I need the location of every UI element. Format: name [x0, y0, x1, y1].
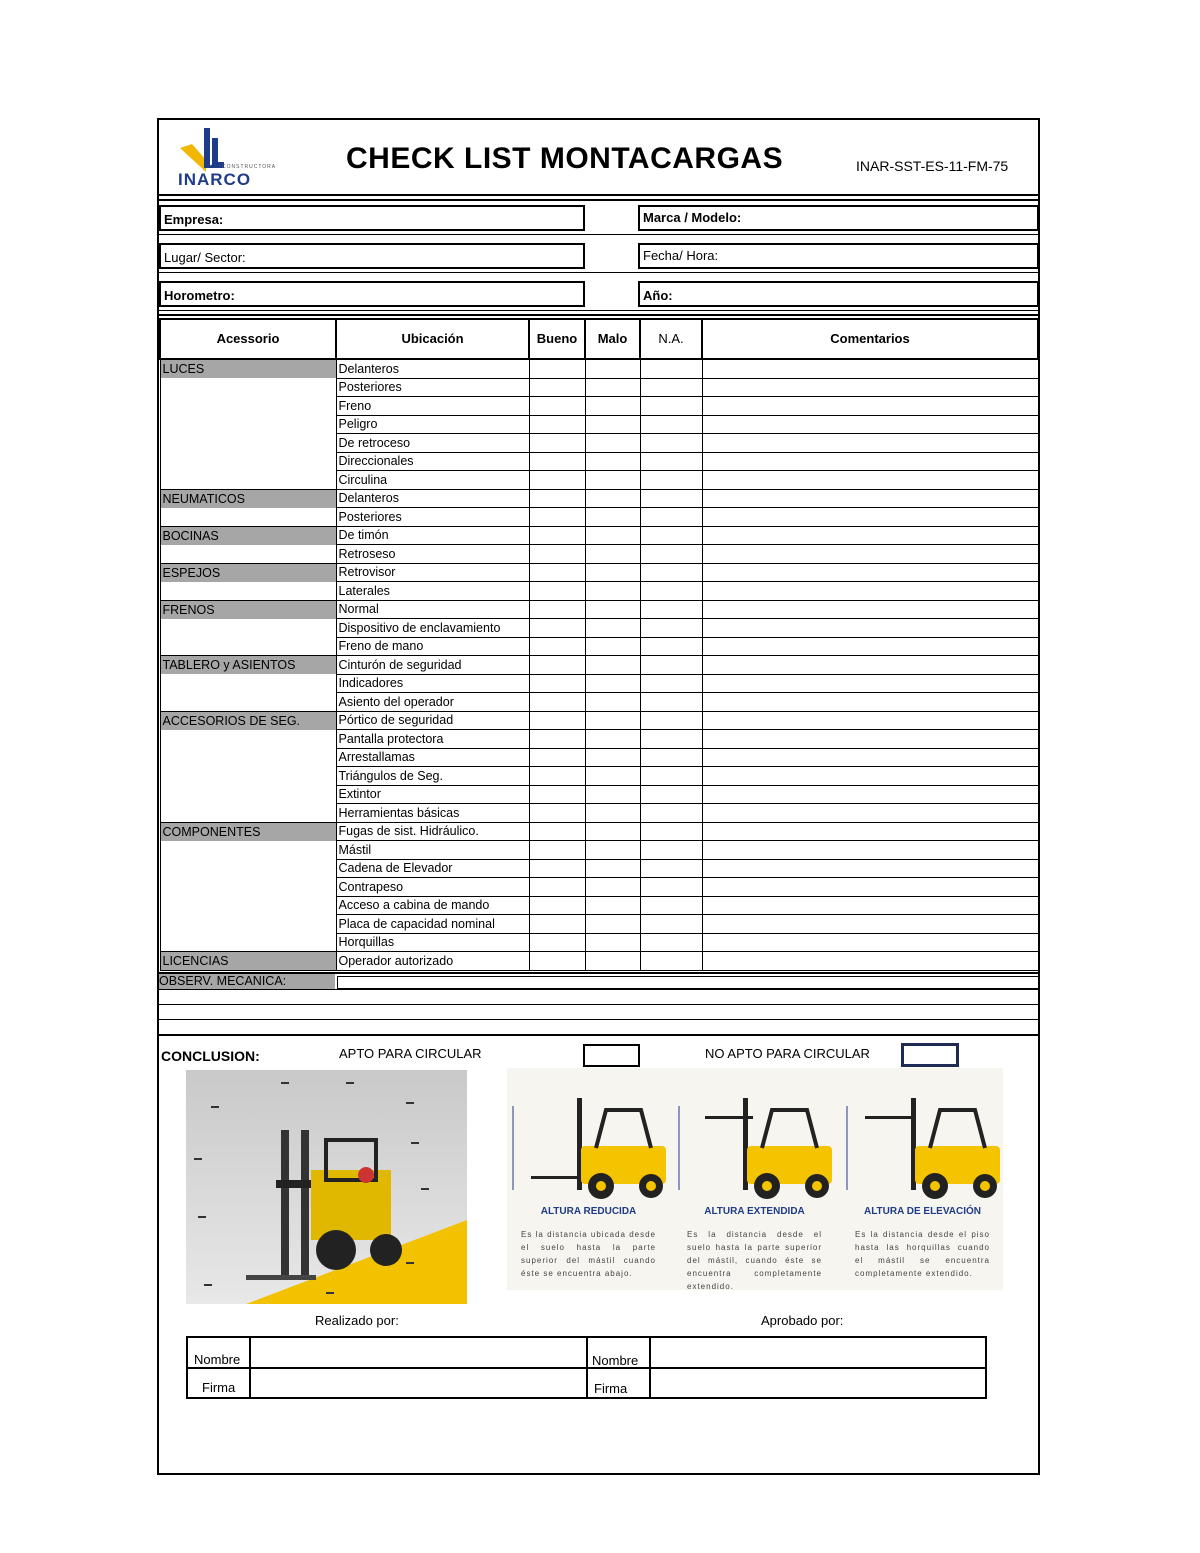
comentarios-input[interactable]	[702, 359, 1038, 378]
forklift-photo-icon	[186, 1070, 467, 1304]
bueno-check[interactable]	[529, 397, 585, 416]
malo-check[interactable]	[585, 915, 640, 934]
table-row	[160, 378, 1038, 397]
bueno-check[interactable]	[529, 785, 585, 804]
firma-label-right: Firma	[594, 1381, 628, 1396]
comentarios-input[interactable]	[702, 952, 1038, 971]
malo-check[interactable]	[585, 619, 640, 638]
category-label: ACCESORIOS DE SEG.	[160, 711, 336, 730]
header-comentarios: Comentarios	[702, 319, 1038, 359]
category-cell	[160, 619, 336, 638]
anio-label: Año:	[643, 288, 673, 303]
table-row	[160, 952, 1038, 971]
category-label: NEUMATICOS	[160, 489, 336, 508]
comentarios-input[interactable]	[702, 693, 1038, 712]
table-row	[160, 859, 1038, 878]
na-check[interactable]	[640, 656, 702, 675]
comentarios-input[interactable]	[702, 656, 1038, 675]
ubicacion-cell: Contrapeso	[336, 878, 529, 897]
forklift-icon	[845, 1078, 1000, 1203]
forklift-icon	[677, 1078, 832, 1203]
ubicacion-cell: Delanteros	[336, 489, 529, 508]
comentarios-input[interactable]	[702, 841, 1038, 860]
ubicacion-cell: Peligro	[336, 415, 529, 434]
comentarios-input[interactable]	[702, 600, 1038, 619]
table-row	[160, 600, 1038, 619]
ubicacion-cell: Horquillas	[336, 933, 529, 952]
ubicacion-cell: De timón	[336, 526, 529, 545]
malo-check[interactable]	[585, 859, 640, 878]
na-check[interactable]	[640, 452, 702, 471]
no-apto-checkbox[interactable]	[901, 1043, 959, 1067]
table-row	[160, 896, 1038, 915]
comentarios-input[interactable]	[702, 767, 1038, 786]
comentarios-input[interactable]	[702, 397, 1038, 416]
apto-checkbox[interactable]	[583, 1044, 640, 1067]
malo-check[interactable]	[585, 748, 640, 767]
height-description: Es la distancia ubicada desde el suelo hasta la parte superior del mástil cuando éste se encuentra abajo.	[521, 1230, 656, 1278]
bueno-check[interactable]	[529, 841, 585, 860]
ubicacion-cell: De retroceso	[336, 434, 529, 453]
ubicacion-cell: Retroseso	[336, 545, 529, 564]
table-row	[160, 471, 1038, 490]
aprobado-label: Aprobado por:	[761, 1313, 844, 1328]
page-title: CHECK LIST MONTACARGAS	[346, 142, 784, 175]
empresa-field[interactable]	[159, 205, 585, 231]
realizado-label: Realizado por:	[315, 1313, 399, 1328]
table-row	[160, 711, 1038, 730]
table-row	[160, 933, 1038, 952]
fecha-label: Fecha/ Hora:	[643, 248, 719, 263]
table-row	[160, 545, 1038, 564]
comentarios-input[interactable]	[702, 415, 1038, 434]
height-title: ALTURA REDUCIDA	[540, 1206, 637, 1217]
malo-check[interactable]	[585, 730, 640, 749]
table-row	[160, 359, 1038, 378]
category-cell	[160, 508, 336, 527]
category-label: BOCINAS	[160, 526, 336, 545]
table-row	[160, 582, 1038, 601]
checklist-table	[159, 318, 1039, 971]
comentarios-input[interactable]	[702, 711, 1038, 730]
malo-check[interactable]	[585, 952, 640, 971]
heights-infographic	[507, 1068, 1003, 1290]
nombre-label-right: Nombre	[592, 1353, 639, 1368]
bueno-check[interactable]	[529, 600, 585, 619]
malo-check[interactable]	[585, 841, 640, 860]
ubicacion-cell: Herramientas básicas	[336, 804, 529, 823]
malo-check[interactable]	[585, 600, 640, 619]
comentarios-input[interactable]	[702, 915, 1038, 934]
na-check[interactable]	[640, 859, 702, 878]
ubicacion-cell: Triángulos de Seg.	[336, 767, 529, 786]
malo-check[interactable]	[585, 415, 640, 434]
empresa-label: Empresa:	[164, 212, 224, 227]
ubicacion-cell: Mástil	[336, 841, 529, 860]
aprobado-nombre-input[interactable]	[652, 1338, 985, 1366]
table-row	[160, 619, 1038, 638]
comentarios-input[interactable]	[702, 471, 1038, 490]
ubicacion-cell: Circulina	[336, 471, 529, 490]
header-na: N.A.	[640, 319, 702, 359]
table-row	[160, 452, 1038, 471]
category-cell	[160, 415, 336, 434]
ubicacion-cell: Dispositivo de enclavamiento	[336, 619, 529, 638]
na-check[interactable]	[640, 489, 702, 508]
bueno-check[interactable]	[529, 378, 585, 397]
category-cell	[160, 859, 336, 878]
malo-check[interactable]	[585, 471, 640, 490]
malo-check[interactable]	[585, 582, 640, 601]
forklift-icon	[511, 1078, 666, 1203]
observ-section	[159, 972, 1039, 1036]
bueno-check[interactable]	[529, 822, 585, 841]
comentarios-input[interactable]	[702, 434, 1038, 453]
bueno-check[interactable]	[529, 545, 585, 564]
malo-check[interactable]	[585, 452, 640, 471]
category-cell	[160, 915, 336, 934]
malo-check[interactable]	[585, 434, 640, 453]
ubicacion-cell: Operador autorizado	[336, 952, 529, 971]
comentarios-input[interactable]	[702, 878, 1038, 897]
malo-check[interactable]	[585, 674, 640, 693]
ubicacion-cell: Delanteros	[336, 359, 529, 378]
bueno-check[interactable]	[529, 582, 585, 601]
realizado-firma-input[interactable]	[252, 1370, 585, 1398]
malo-check[interactable]	[585, 767, 640, 786]
bueno-check[interactable]	[529, 674, 585, 693]
comentarios-input[interactable]	[702, 748, 1038, 767]
forklift-parts-diagram	[186, 1070, 467, 1304]
na-check[interactable]	[640, 804, 702, 823]
header-bueno: Bueno	[529, 319, 585, 359]
malo-check[interactable]	[585, 656, 640, 675]
malo-check[interactable]	[585, 822, 640, 841]
table-row	[160, 693, 1038, 712]
bueno-check[interactable]	[529, 859, 585, 878]
na-check[interactable]	[640, 878, 702, 897]
bueno-check[interactable]	[529, 693, 585, 712]
category-cell	[160, 674, 336, 693]
na-check[interactable]	[640, 915, 702, 934]
category-cell	[160, 582, 336, 601]
height-description: Es la distancia desde el suelo hasta la parte superior del mástil, cuando éste se encuentra completamente extendido.	[687, 1230, 822, 1291]
bueno-check[interactable]	[529, 748, 585, 767]
table-row	[160, 822, 1038, 841]
horometro-field[interactable]	[159, 281, 585, 307]
comentarios-input[interactable]	[702, 619, 1038, 638]
comentarios-input[interactable]	[702, 896, 1038, 915]
category-cell	[160, 841, 336, 860]
height-panel	[845, 1078, 1000, 1288]
table-row	[160, 397, 1038, 416]
table-header-row	[160, 319, 1038, 359]
malo-check[interactable]	[585, 489, 640, 508]
bueno-check[interactable]	[529, 915, 585, 934]
comentarios-input[interactable]	[702, 452, 1038, 471]
comentarios-input[interactable]	[702, 508, 1038, 527]
fecha-field[interactable]	[638, 243, 1039, 269]
malo-check[interactable]	[585, 896, 640, 915]
apto-label: APTO PARA CIRCULAR	[339, 1046, 482, 1061]
na-check[interactable]	[640, 563, 702, 582]
table-row	[160, 526, 1038, 545]
malo-check[interactable]	[585, 563, 640, 582]
comentarios-input[interactable]	[702, 378, 1038, 397]
bueno-check[interactable]	[529, 767, 585, 786]
na-check[interactable]	[640, 711, 702, 730]
malo-check[interactable]	[585, 526, 640, 545]
table-row	[160, 656, 1038, 675]
bueno-check[interactable]	[529, 452, 585, 471]
na-check[interactable]	[640, 378, 702, 397]
comentarios-input[interactable]	[702, 804, 1038, 823]
category-label: TABLERO y ASIENTOS	[160, 656, 336, 675]
ubicacion-cell: Indicadores	[336, 674, 529, 693]
comentarios-input[interactable]	[702, 582, 1038, 601]
na-check[interactable]	[640, 619, 702, 638]
category-cell	[160, 785, 336, 804]
category-cell	[160, 637, 336, 656]
na-check[interactable]	[640, 767, 702, 786]
malo-check[interactable]	[585, 693, 640, 712]
bueno-check[interactable]	[529, 656, 585, 675]
ubicacion-cell: Posteriores	[336, 508, 529, 527]
category-cell	[160, 378, 336, 397]
height-panel	[511, 1078, 666, 1288]
ubicacion-cell: Pantalla protectora	[336, 730, 529, 749]
no-apto-label: NO APTO PARA CIRCULAR	[705, 1046, 870, 1061]
header-malo: Malo	[585, 319, 640, 359]
bueno-check[interactable]	[529, 415, 585, 434]
table-row	[160, 841, 1038, 860]
table-row	[160, 767, 1038, 786]
malo-check[interactable]	[585, 397, 640, 416]
comentarios-input[interactable]	[702, 674, 1038, 693]
na-check[interactable]	[640, 526, 702, 545]
na-check[interactable]	[640, 434, 702, 453]
lugar-field[interactable]	[159, 243, 585, 269]
category-cell	[160, 545, 336, 564]
inarco-logo	[172, 124, 284, 188]
bueno-check[interactable]	[529, 952, 585, 971]
category-cell	[160, 804, 336, 823]
table-row	[160, 434, 1038, 453]
bueno-check[interactable]	[529, 896, 585, 915]
nombre-label-left: Nombre	[194, 1352, 241, 1367]
na-check[interactable]	[640, 545, 702, 564]
category-label: LICENCIAS	[160, 952, 336, 971]
bueno-check[interactable]	[529, 471, 585, 490]
bueno-check[interactable]	[529, 878, 585, 897]
table-row	[160, 804, 1038, 823]
comentarios-input[interactable]	[702, 822, 1038, 841]
table-row	[160, 748, 1038, 767]
table-row	[160, 563, 1038, 582]
ubicacion-cell: Asiento del operador	[336, 693, 529, 712]
ubicacion-cell: Cadena de Elevador	[336, 859, 529, 878]
header-accesorio: Acessorio	[160, 319, 336, 359]
na-check[interactable]	[640, 637, 702, 656]
comentarios-input[interactable]	[702, 785, 1038, 804]
height-panel	[677, 1078, 832, 1291]
bueno-check[interactable]	[529, 804, 585, 823]
header-ubicacion: Ubicación	[336, 319, 529, 359]
na-check[interactable]	[640, 785, 702, 804]
ubicacion-cell: Normal	[336, 600, 529, 619]
table-row	[160, 415, 1038, 434]
table-row	[160, 730, 1038, 749]
na-check[interactable]	[640, 600, 702, 619]
na-check[interactable]	[640, 359, 702, 378]
malo-check[interactable]	[585, 359, 640, 378]
category-cell	[160, 878, 336, 897]
comentarios-input[interactable]	[702, 545, 1038, 564]
category-label: ESPEJOS	[160, 563, 336, 582]
logo-subtitle: CONSTRUCTORA	[222, 164, 277, 170]
realizado-nombre-input[interactable]	[252, 1338, 585, 1366]
na-check[interactable]	[640, 841, 702, 860]
bueno-check[interactable]	[529, 526, 585, 545]
bueno-check[interactable]	[529, 434, 585, 453]
bueno-check[interactable]	[529, 489, 585, 508]
ubicacion-cell: Laterales	[336, 582, 529, 601]
malo-check[interactable]	[585, 878, 640, 897]
na-check[interactable]	[640, 508, 702, 527]
bueno-check[interactable]	[529, 730, 585, 749]
anio-field[interactable]	[638, 281, 1039, 307]
table-row	[160, 508, 1038, 527]
category-label: FRENOS	[160, 600, 336, 619]
category-cell	[160, 730, 336, 749]
category-cell	[160, 397, 336, 416]
ubicacion-cell: Posteriores	[336, 378, 529, 397]
ubicacion-cell: Acceso a cabina de mando	[336, 896, 529, 915]
category-label: LUCES	[160, 359, 336, 378]
na-check[interactable]	[640, 748, 702, 767]
horometro-label: Horometro:	[164, 288, 235, 303]
category-label: COMPONENTES	[160, 822, 336, 841]
na-check[interactable]	[640, 952, 702, 971]
category-cell	[160, 693, 336, 712]
aprobado-firma-input[interactable]	[652, 1370, 985, 1398]
comentarios-input[interactable]	[702, 563, 1038, 582]
comentarios-input[interactable]	[702, 859, 1038, 878]
bueno-check[interactable]	[529, 508, 585, 527]
height-description: Es la distancia desde el piso hasta las horquillas cuando el mástil se encuentra completamente extendido.	[855, 1230, 990, 1278]
malo-check[interactable]	[585, 508, 640, 527]
lugar-label: Lugar/ Sector:	[164, 250, 246, 265]
ubicacion-cell: Freno	[336, 397, 529, 416]
na-check[interactable]	[640, 933, 702, 952]
firma-label-left: Firma	[202, 1380, 236, 1395]
height-title: ALTURA DE ELEVACIÓN	[863, 1206, 982, 1217]
malo-check[interactable]	[585, 711, 640, 730]
na-check[interactable]	[640, 471, 702, 490]
ubicacion-cell: Direccionales	[336, 452, 529, 471]
category-cell	[160, 452, 336, 471]
na-check[interactable]	[640, 397, 702, 416]
malo-check[interactable]	[585, 637, 640, 656]
comentarios-input[interactable]	[702, 637, 1038, 656]
bueno-check[interactable]	[529, 563, 585, 582]
na-check[interactable]	[640, 415, 702, 434]
na-check[interactable]	[640, 822, 702, 841]
ubicacion-cell: Pórtico de seguridad	[336, 711, 529, 730]
conclusion-label: CONCLUSION:	[161, 1048, 260, 1064]
na-check[interactable]	[640, 896, 702, 915]
observ-input[interactable]	[337, 976, 1039, 989]
height-title: ALTURA EXTENDIDA	[704, 1206, 805, 1217]
category-cell	[160, 748, 336, 767]
category-cell	[160, 933, 336, 952]
table-row	[160, 878, 1038, 897]
logo-brand: INARCO	[178, 170, 252, 189]
bueno-check[interactable]	[529, 711, 585, 730]
table-row	[160, 785, 1038, 804]
marca-field[interactable]	[638, 205, 1039, 231]
na-check[interactable]	[640, 674, 702, 693]
table-row	[160, 637, 1038, 656]
ubicacion-cell: Cinturón de seguridad	[336, 656, 529, 675]
document-code: INAR-SST-ES-11-FM-75	[856, 158, 1009, 174]
malo-check[interactable]	[585, 933, 640, 952]
malo-check[interactable]	[585, 378, 640, 397]
table-row	[160, 489, 1038, 508]
category-cell	[160, 767, 336, 786]
bueno-check[interactable]	[529, 933, 585, 952]
malo-check[interactable]	[585, 785, 640, 804]
comentarios-input[interactable]	[702, 730, 1038, 749]
ubicacion-cell: Retrovisor	[336, 563, 529, 582]
table-row	[160, 674, 1038, 693]
ubicacion-cell: Arrestallamas	[336, 748, 529, 767]
bueno-check[interactable]	[529, 359, 585, 378]
ubicacion-cell: Extintor	[336, 785, 529, 804]
category-cell	[160, 471, 336, 490]
comentarios-input[interactable]	[702, 489, 1038, 508]
marca-label: Marca / Modelo:	[643, 210, 742, 225]
bueno-check[interactable]	[529, 637, 585, 656]
malo-check[interactable]	[585, 804, 640, 823]
ubicacion-cell: Fugas de sist. Hidráulico.	[336, 822, 529, 841]
na-check[interactable]	[640, 730, 702, 749]
observ-label: OBSERV. MECANICA:	[159, 974, 335, 989]
table-row	[160, 915, 1038, 934]
ubicacion-cell: Placa de capacidad nominal	[336, 915, 529, 934]
na-check[interactable]	[640, 582, 702, 601]
category-cell	[160, 434, 336, 453]
bueno-check[interactable]	[529, 619, 585, 638]
comentarios-input[interactable]	[702, 933, 1038, 952]
comentarios-input[interactable]	[702, 526, 1038, 545]
malo-check[interactable]	[585, 545, 640, 564]
category-cell	[160, 896, 336, 915]
ubicacion-cell: Freno de mano	[336, 637, 529, 656]
na-check[interactable]	[640, 693, 702, 712]
